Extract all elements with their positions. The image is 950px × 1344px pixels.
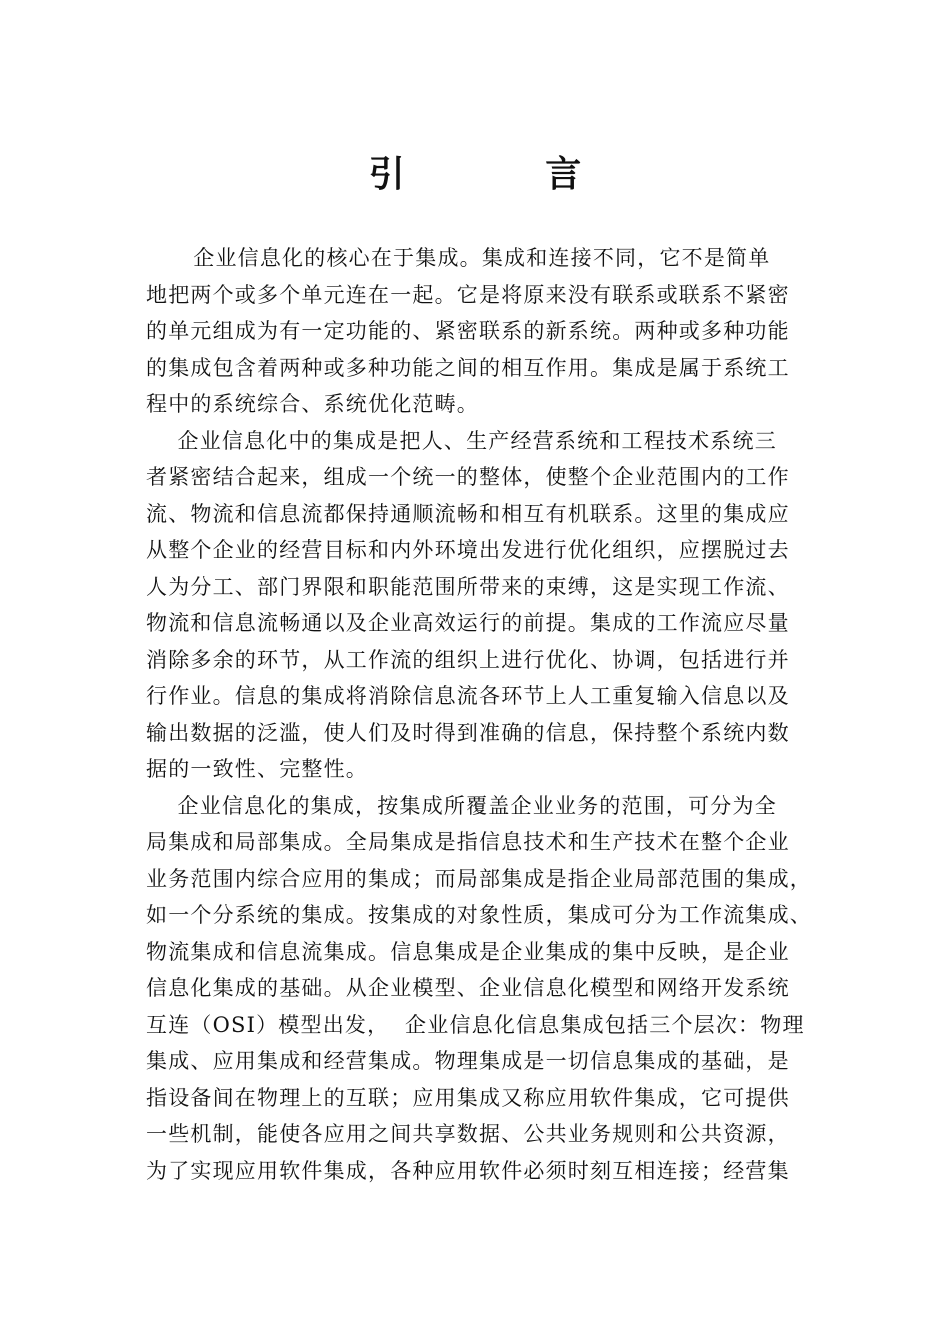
paragraph-1 (146, 240, 810, 423)
text-line: 物流和信息流畅通以及企业高效运行的前提。集成的工作流应尽量 (146, 611, 790, 635)
text-line: 者紧密结合起来，组成一个统一的整体，使整个企业范围内的工作 (146, 465, 790, 489)
text-line: 企业信息化的核心在于集成。集成和连接不同，它不是简单 (146, 246, 771, 270)
text-line: 输出数据的泛滥，使人们及时得到准确的信息，保持整个系统内数 (146, 720, 790, 745)
text-line: 地把两个或多个单元连在一起。它是将原来没有联系或联系不紧密 (146, 282, 790, 307)
text-line: 集成、应用集成和经营集成。物理集成是一切信息集成的基础，是 (146, 1049, 790, 1073)
text-line: 如一个分系统的集成。按集成的对象性质，集成可分为工作流集成、 (146, 903, 812, 927)
text-line: 一些机制，能使各应用之间共享数据、公共业务规则和公共资源， (146, 1122, 790, 1146)
text-line: 企业信息化中的集成是把人、生产经营系统和工程技术系统三 (146, 428, 777, 453)
paragraph-2 (146, 423, 810, 788)
text-line: 从整个企业的经营目标和内外环境出发进行优化组织，应摆脱过去 (146, 538, 790, 562)
text-line: 为了实现应用软件集成，各种应用软件必须时刻互相连接；经营集 (146, 1158, 790, 1183)
document-body (146, 240, 810, 1189)
text-line: 的单元组成为有一定功能的、紧密联系的新系统。两种或多种功能 (146, 319, 790, 343)
text-line: 据的一致性、完整性。 (146, 757, 368, 781)
text-line: 的集成包含着两种或多种功能之间的相互作用。集成是属于系统工 (146, 355, 790, 380)
text-line: 物流集成和信息流集成。信息集成是企业集成的集中反映，是企业 (146, 939, 790, 964)
text-line: 互连（OSI）模型出发， 企业信息化信息集成包括三个层次：物理 (146, 1012, 805, 1037)
paragraph-3 (146, 788, 810, 1190)
text-line: 人为分工、部门界限和职能范围所带来的束缚，这是实现工作流、 (146, 574, 790, 599)
text-line: 信息化集成的基础。从企业模型、企业信息化模型和网络开发系统 (146, 976, 790, 1000)
text-line: 行作业。信息的集成将消除信息流各环节上人工重复输入信息以及 (146, 684, 790, 708)
page-title: 引 言 (368, 154, 646, 195)
text-line: 企业信息化的集成，按集成所覆盖企业业务的范围，可分为全 (146, 793, 777, 818)
text-line: 消除多余的环节，从工作流的组织上进行优化、协调，包括进行并 (146, 647, 790, 672)
text-line: 流、物流和信息流都保持通顺流畅和相互有机联系。这里的集成应 (146, 501, 790, 526)
text-line: 指设备间在物理上的互联；应用集成又称应用软件集成，它可提供 (146, 1085, 790, 1110)
text-line: 局集成和局部集成。全局集成是指信息技术和生产技术在整个企业 (146, 830, 790, 854)
text-line: 程中的系统综合、系统优化范畴。 (146, 392, 479, 416)
text-line: 业务范围内综合应用的集成；而局部集成是指企业局部范围的集成， (146, 866, 812, 891)
